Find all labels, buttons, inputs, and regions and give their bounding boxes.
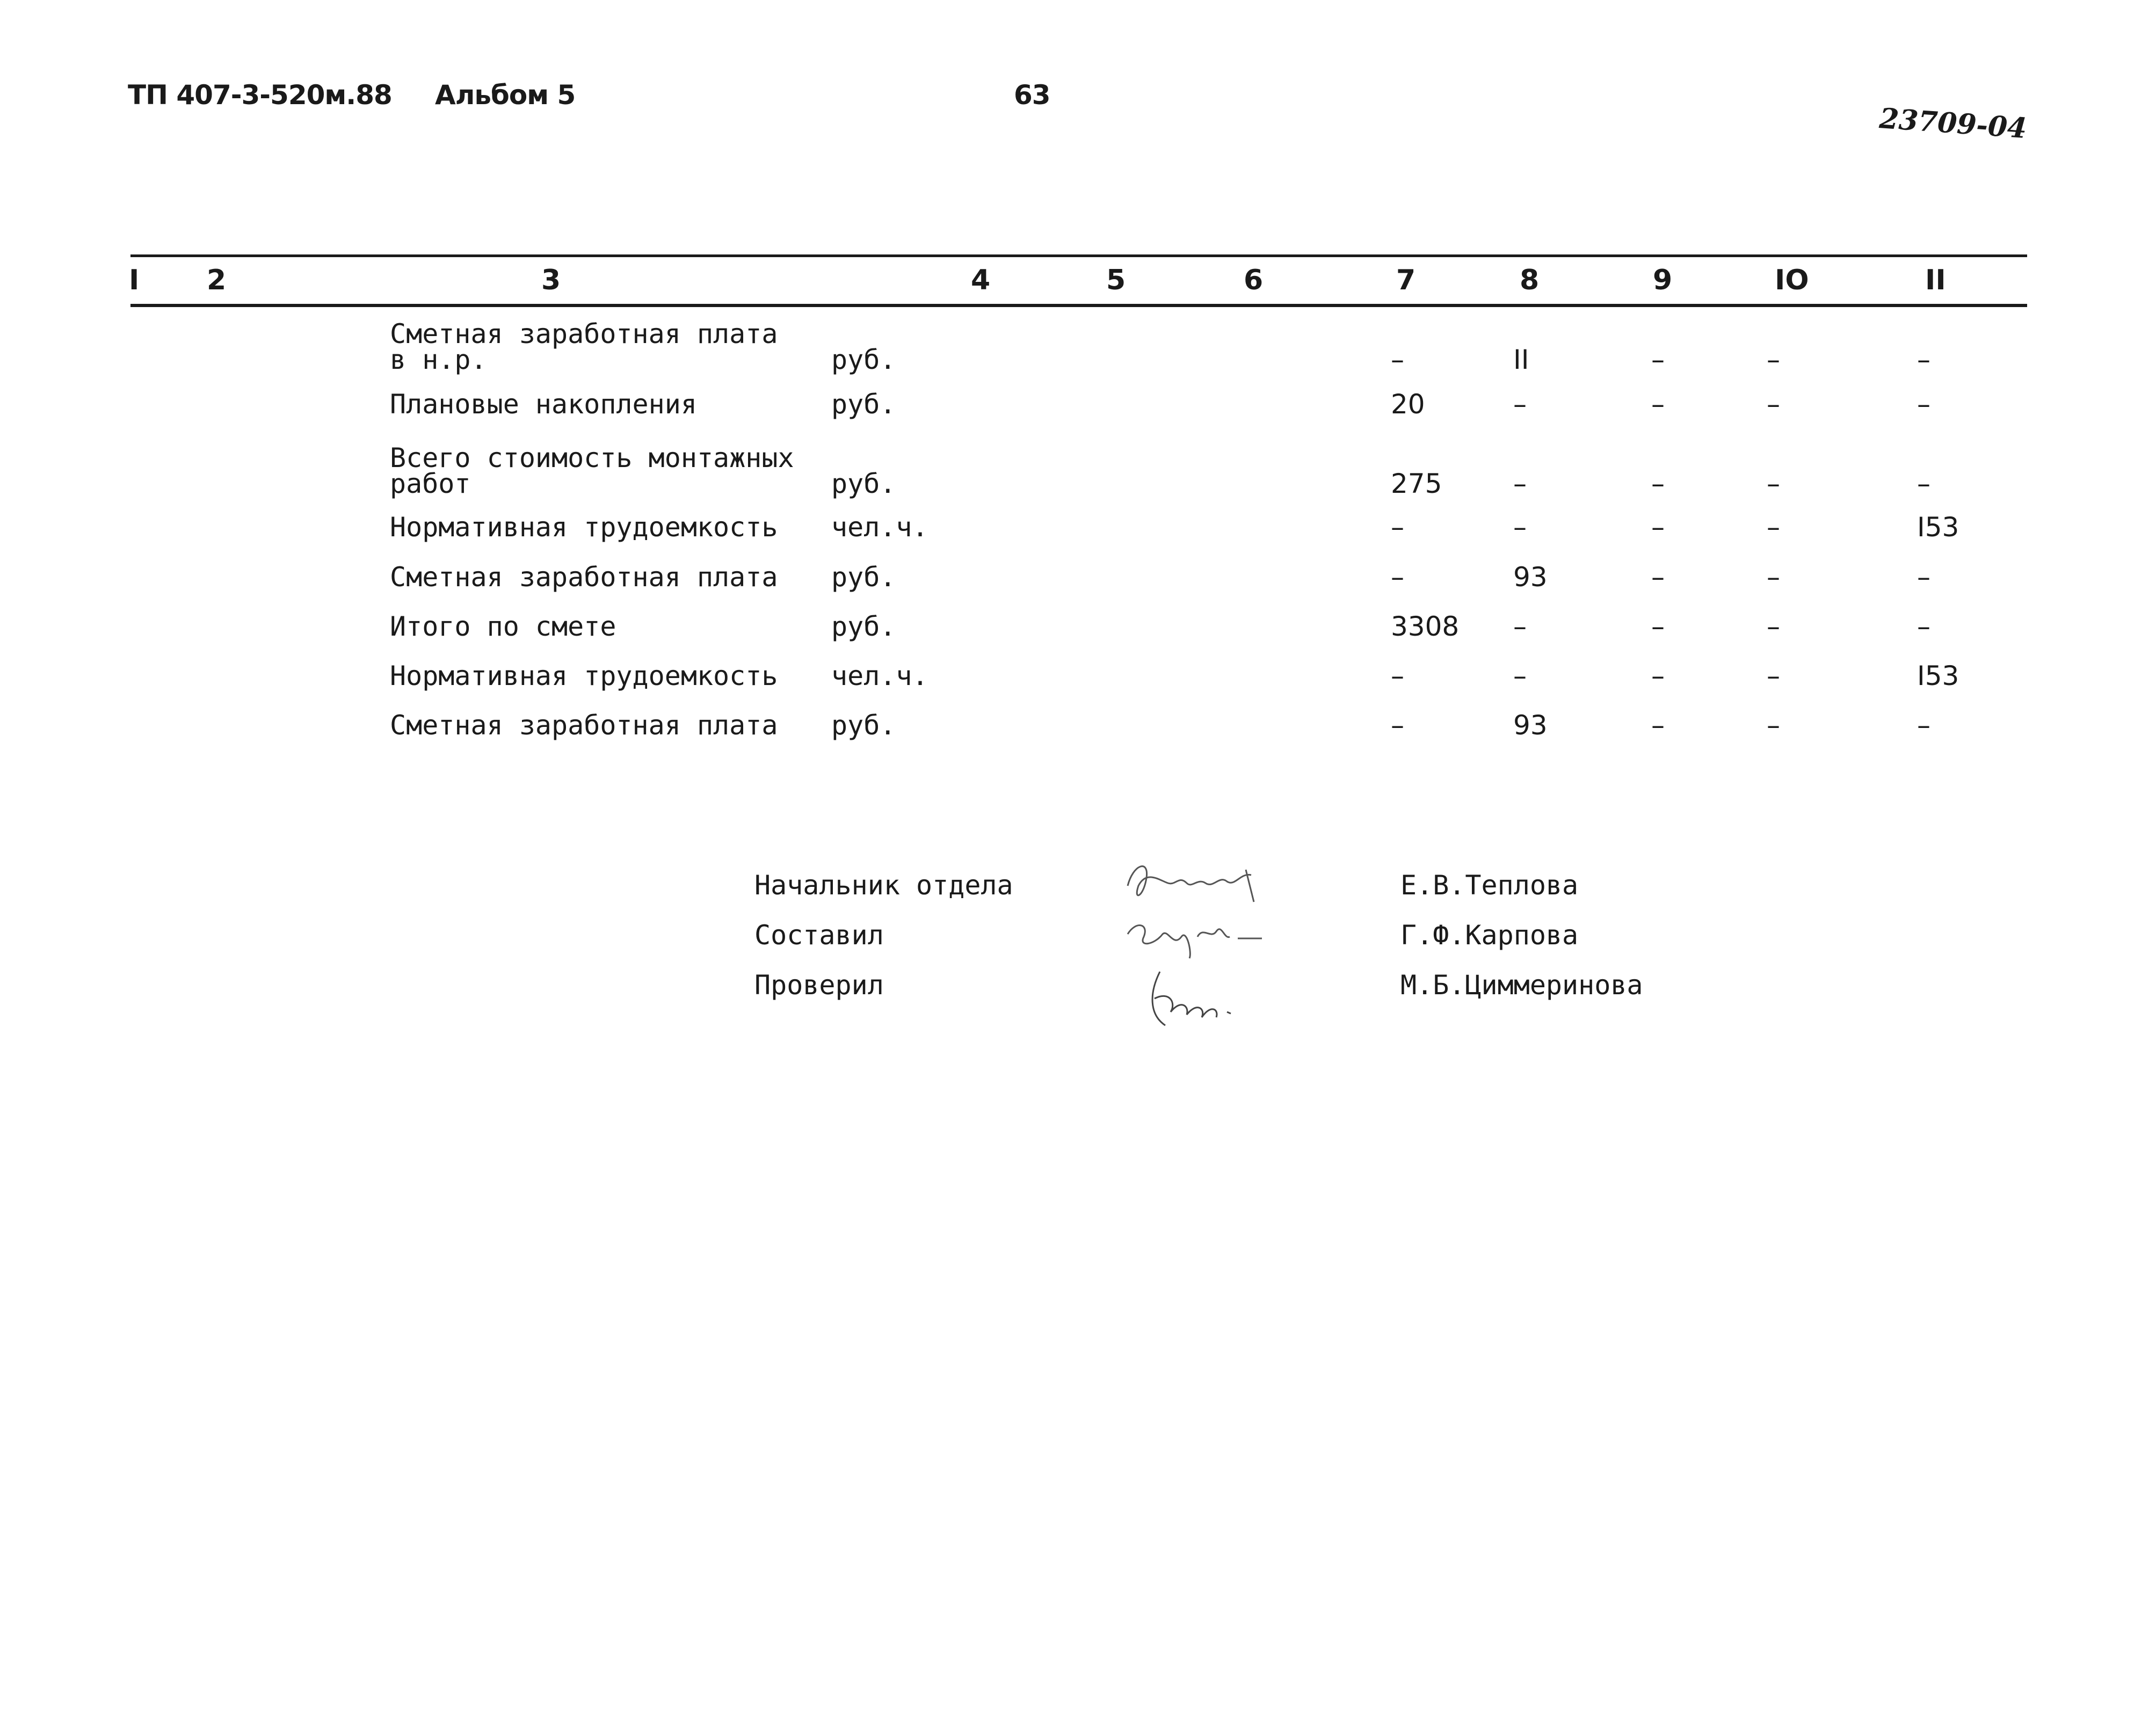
column-number: IO (1775, 264, 1809, 296)
row-name: Сметная заработная плата (390, 562, 778, 593)
cell-col9: – (1651, 512, 1665, 543)
cell-col11: – (1917, 710, 1930, 741)
row-name: Сметная заработная плата (390, 318, 778, 349)
row-unit: чел.ч. (831, 660, 928, 691)
cell-col11: – (1917, 468, 1930, 499)
cell-col11: I53 (1917, 512, 1959, 543)
cell-col8: – (1513, 512, 1527, 543)
cell-col9: – (1651, 344, 1665, 375)
handwritten-signature (1138, 961, 1257, 1036)
cell-col7: – (1391, 562, 1404, 593)
cell-col10: – (1767, 710, 1780, 741)
row-name: Всего стоимость монтажных (390, 442, 794, 473)
cell-col10: – (1767, 660, 1780, 691)
row-name: Сметная заработная плата (390, 710, 778, 741)
cell-col9: – (1651, 562, 1665, 593)
column-number: 4 (971, 264, 991, 296)
cell-col11: – (1917, 344, 1930, 375)
column-number: 6 (1244, 264, 1264, 296)
cell-col10: – (1767, 512, 1780, 543)
cell-col8: 93 (1513, 562, 1548, 593)
handwritten-signature (1122, 907, 1273, 961)
column-number: 2 (207, 264, 227, 296)
cell-col8: 93 (1513, 710, 1548, 741)
cell-col9: – (1651, 468, 1665, 499)
cell-col10: – (1767, 389, 1780, 420)
cell-col8: – (1513, 611, 1527, 642)
cell-col11: – (1917, 562, 1930, 593)
inventory-number: 23709-04 (1878, 102, 2028, 145)
cell-col11: I53 (1917, 660, 1959, 691)
column-number: 8 (1520, 264, 1540, 296)
cell-col11: – (1917, 389, 1930, 420)
row-name: Нормативная трудоемкость (390, 660, 778, 691)
cell-col7: – (1391, 344, 1404, 375)
album-label: Альбом 5 (435, 79, 576, 111)
column-number: 3 (541, 264, 561, 296)
row-name-continuation: работ (390, 468, 471, 499)
row-unit: руб. (831, 344, 896, 375)
cell-col8: – (1513, 468, 1527, 499)
signature-name: М.Б.Циммеринова (1400, 970, 1643, 1001)
cell-col7: 20 (1391, 389, 1425, 420)
table-header-rule (130, 304, 2027, 307)
row-unit: чел.ч. (831, 512, 928, 543)
cell-col8: – (1513, 389, 1527, 420)
cell-col8: II (1513, 344, 1529, 375)
row-unit: руб. (831, 710, 896, 741)
signature-name: Г.Ф.Карпова (1400, 920, 1579, 951)
column-number: I (129, 264, 140, 296)
row-unit: руб. (831, 562, 896, 593)
document-code: ТП 407-3-520м.88 (128, 79, 392, 111)
cell-col10: – (1767, 562, 1780, 593)
column-number: 9 (1653, 264, 1673, 296)
cell-col7: – (1391, 660, 1404, 691)
cell-col7: 275 (1391, 468, 1442, 499)
cell-col10: – (1767, 344, 1780, 375)
cell-col9: – (1651, 710, 1665, 741)
cell-col9: – (1651, 389, 1665, 420)
row-unit: руб. (831, 468, 896, 499)
row-name-continuation: в н.р. (390, 344, 487, 375)
row-unit: руб. (831, 611, 896, 642)
cell-col9: – (1651, 660, 1665, 691)
row-unit: руб. (831, 389, 896, 420)
cell-col10: – (1767, 611, 1780, 642)
row-name: Итого по смете (390, 611, 616, 642)
cell-col10: – (1767, 468, 1780, 499)
table-top-rule (130, 254, 2027, 257)
cell-col11: – (1917, 611, 1930, 642)
cell-col7: – (1391, 512, 1404, 543)
cell-col7: – (1391, 710, 1404, 741)
column-number: 5 (1106, 264, 1126, 296)
row-name: Плановые накопления (390, 389, 697, 420)
row-name: Нормативная трудоемкость (390, 512, 778, 543)
cell-col9: – (1651, 611, 1665, 642)
page-number: 63 (1014, 79, 1050, 111)
signature-name: Е.В.Теплова (1400, 870, 1579, 901)
signature-role: Составил (754, 920, 884, 951)
cell-col8: – (1513, 660, 1527, 691)
cell-col7: 3308 (1391, 611, 1460, 642)
column-number: II (1925, 264, 1946, 296)
signature-role: Начальник отдела (754, 870, 1013, 901)
signature-role: Проверил (754, 970, 884, 1001)
handwritten-signature (1117, 854, 1278, 913)
column-number: 7 (1396, 264, 1416, 296)
